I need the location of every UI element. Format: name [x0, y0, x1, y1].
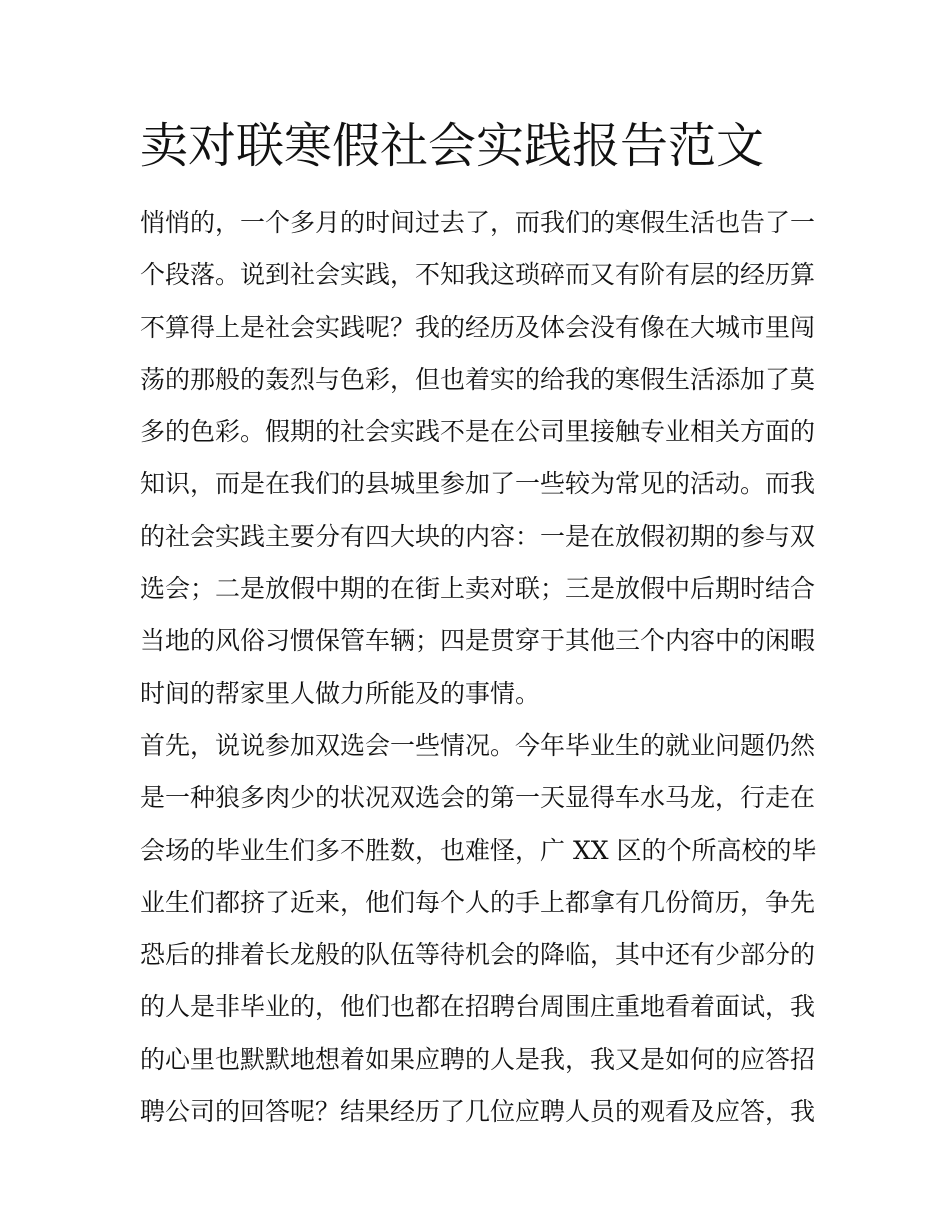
text-line: 的社会实践主要分有四大块的内容：一是在放假初期的参与双: [140, 521, 816, 551]
text-line: 的心里也默默地想着如果应聘的人是我，我又是如何的应答招: [140, 1044, 816, 1074]
text-line: 时间的帮家里人做力所能及的事情。: [140, 678, 541, 708]
text-line: 不算得上是社会实践呢？我的经历及体会没有像在大城市里闯: [140, 312, 816, 342]
text-line: 恐后的排着长龙般的队伍等待机会的降临，其中还有少部分的: [140, 940, 816, 970]
document-title: 卖对联寒假社会实践报告范文: [140, 118, 765, 174]
text-line: 是一种狼多肉少的状况双选会的第一天显得车水马龙，行走在: [140, 783, 816, 813]
text-line: 业生们都挤了近来，他们每个人的手上都拿有几份简历，争先: [140, 887, 816, 917]
text-line: 个段落。说到社会实践，不知我这琐碎而又有阶有层的经历算: [140, 260, 816, 290]
text-line: 悄悄的，一个多月的时间过去了，而我们的寒假生活也告了一: [140, 208, 816, 237]
text-line: 聘公司的回答呢？结果经历了几位应聘人员的观看及应答，我: [140, 1097, 816, 1127]
text-line: 会场的毕业生们多不胜数，也难怪，广 XX 区的个所高校的毕: [140, 835, 817, 865]
text-line: 知识，而是在我们的县城里参加了一些较为常见的活动。而我: [140, 469, 816, 499]
text-line: 当地的风俗习惯保管车辆；四是贯穿于其他三个内容中的闲暇: [140, 626, 816, 656]
text-line: 多的色彩。假期的社会实践不是在公司里接触专业相关方面的: [140, 417, 816, 447]
text-line: 的人是非毕业的，他们也都在招聘台周围庄重地看着面试，我: [140, 992, 816, 1022]
text-line: 选会；二是放假中期的在街上卖对联；三是放假中后期时结合: [140, 574, 816, 604]
text-line: 荡的那般的轰烈与色彩，但也着实的给我的寒假生活添加了莫: [140, 364, 816, 394]
text-line: 首先，说说参加双选会一些情况。今年毕业生的就业问题仍然: [140, 730, 816, 760]
document-body: [140, 201, 820, 1142]
